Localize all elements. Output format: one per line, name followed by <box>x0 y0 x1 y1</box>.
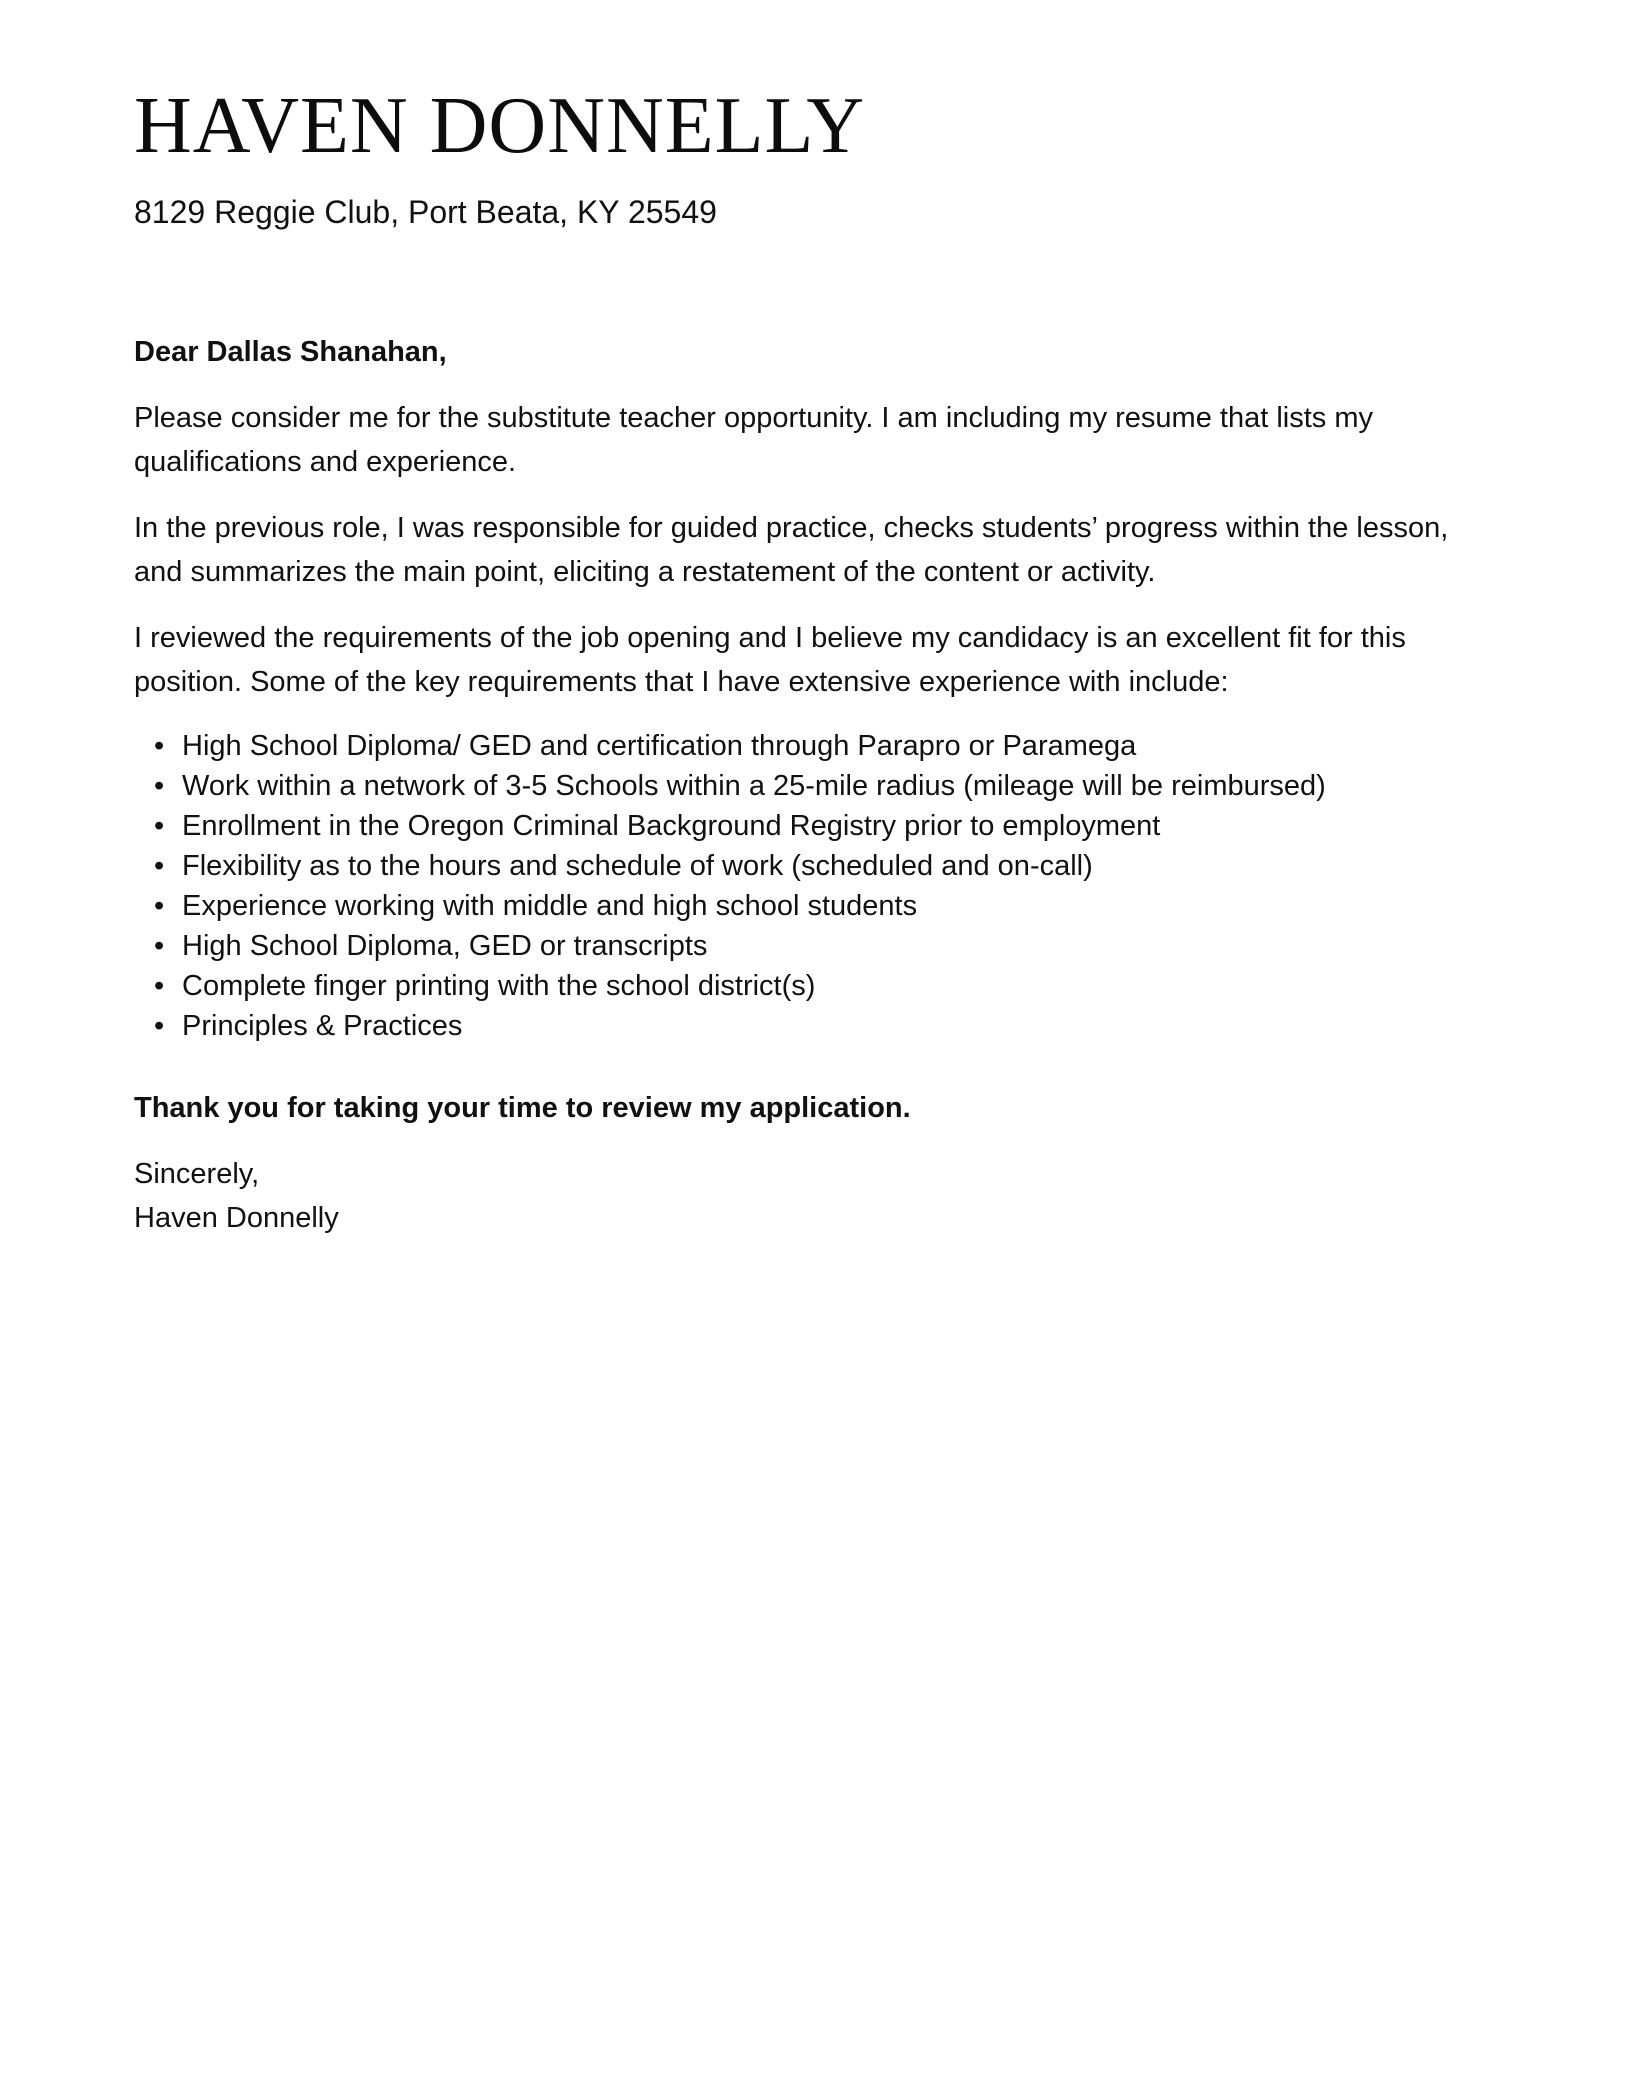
bullet-icon: • <box>154 890 165 922</box>
list-item-text: Flexibility as to the hours and schedule of work (scheduled and on-call) <box>182 850 1093 882</box>
requirements-list <box>134 726 1498 1046</box>
bullet-icon: • <box>154 930 165 962</box>
list-item-text: Work within a network of 3-5 Schools within a 25-mile radius (mileage will be reimbursed) <box>182 770 1326 802</box>
list-item <box>154 886 1498 926</box>
list-item <box>154 726 1498 766</box>
list-item-text: Enrollment in the Oregon Criminal Background Registry prior to employment <box>182 810 1161 842</box>
paragraph-previous-role: In the previous role, I was responsible for guided practice, checks students’ progress within the lesson, and summarizes the main point, eliciting a restatement of the content or activity. <box>134 512 1449 588</box>
closing: Sincerely, <box>134 1158 260 1190</box>
paragraph-requirements-intro: I reviewed the requirements of the job opening and I believe my candidacy is an excellent fit for this position. Some of the key requirements that I have extensive experience with include: <box>134 622 1406 698</box>
bullet-icon: • <box>154 850 165 882</box>
applicant-address: 8129 Reggie Club, Port Beata, KY 25549 <box>134 194 717 230</box>
letter-body <box>134 330 1498 1240</box>
list-item-text: Complete finger printing with the school district(s) <box>182 970 816 1002</box>
bullet-icon: • <box>154 1010 165 1042</box>
applicant-name: HAVEN DONNELLY <box>134 82 866 170</box>
bullet-icon: • <box>154 730 165 762</box>
bullet-icon: • <box>154 970 165 1002</box>
bullet-icon: • <box>154 810 165 842</box>
list-item <box>154 926 1498 966</box>
list-item <box>154 966 1498 1006</box>
list-item-text: Experience working with middle and high school students <box>182 890 918 922</box>
list-item-text: Principles & Practices <box>182 1010 463 1042</box>
list-item <box>154 806 1498 846</box>
list-item <box>154 1006 1498 1046</box>
list-item <box>154 766 1498 806</box>
list-item <box>154 846 1498 886</box>
list-item-text: High School Diploma, GED or transcripts <box>182 930 708 962</box>
signature-name: Haven Donnelly <box>134 1202 339 1234</box>
paragraph-intro: Please consider me for the substitute teacher opportunity. I am including my resume that lists my qualifications and experience. <box>134 402 1373 478</box>
list-item-text: High School Diploma/ GED and certification through Parapro or Paramega <box>182 730 1137 762</box>
bullet-icon: • <box>154 770 165 802</box>
thank-you-line: Thank you for taking your time to review my application. <box>134 1092 911 1124</box>
salutation: Dear Dallas Shanahan, <box>134 336 447 368</box>
